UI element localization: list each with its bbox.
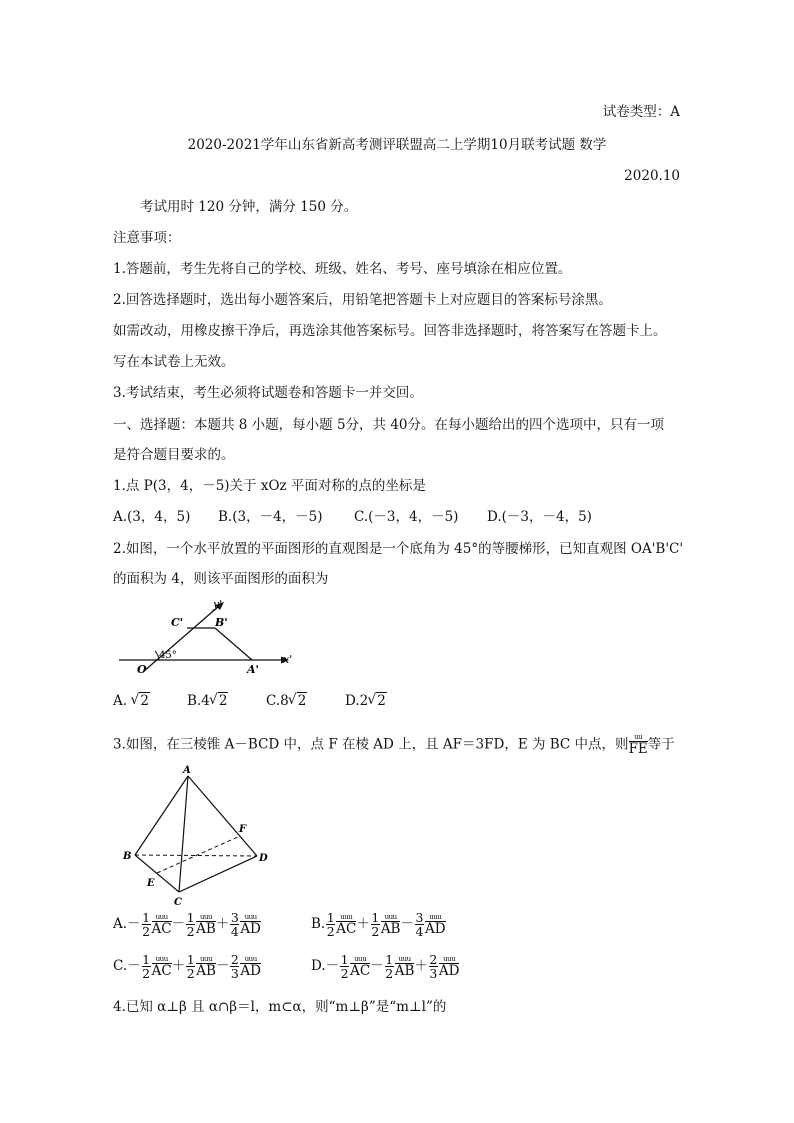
q2-option-c bbox=[266, 692, 307, 710]
option-label: D. bbox=[311, 958, 326, 974]
q3-option-d bbox=[311, 950, 459, 982]
option-prefix: C.8 bbox=[266, 693, 289, 709]
fraction bbox=[415, 911, 424, 938]
numerator: 1 bbox=[142, 952, 151, 967]
label-c: C' bbox=[171, 616, 184, 629]
fraction bbox=[186, 911, 195, 938]
vector-name: AC bbox=[151, 920, 172, 937]
label-c: C bbox=[174, 897, 182, 908]
denominator: 2 bbox=[326, 924, 335, 939]
vector bbox=[395, 956, 415, 978]
edge-bc bbox=[135, 855, 179, 892]
trapezoid-figure bbox=[113, 596, 303, 680]
denominator: 2 bbox=[186, 966, 195, 981]
fraction bbox=[142, 953, 151, 980]
denominator: 4 bbox=[415, 924, 424, 939]
vector bbox=[196, 914, 216, 936]
vector-name: AC bbox=[350, 962, 371, 979]
note-item: 3.考试结束，考生必须将试题卷和答题卡一并交回。 bbox=[113, 385, 423, 401]
radicand: 2 bbox=[297, 693, 307, 709]
vector-name: AB bbox=[394, 962, 415, 979]
q1-stem: 1.点 P(3，4，－5)关于 xOz 平面对称的点的坐标是 bbox=[113, 478, 426, 494]
vector-arrow: uuu bbox=[155, 912, 168, 921]
numerator: 3 bbox=[230, 910, 239, 925]
denominator: 2 bbox=[385, 966, 394, 981]
vector-arrow: uuu bbox=[429, 912, 442, 921]
vector-arrow: uuu bbox=[199, 912, 212, 921]
vector bbox=[336, 914, 356, 936]
vector-arrow: uuu bbox=[443, 954, 456, 963]
option-prefix: A. bbox=[113, 693, 132, 709]
option-prefix: B.4 bbox=[187, 693, 210, 709]
section-heading: 一、选择题：本题共 8 小题，每小题 5分，共 40分。在每小题给出的四个选项中，只有一项 bbox=[113, 417, 665, 433]
fraction bbox=[385, 953, 394, 980]
vector bbox=[425, 914, 446, 936]
q1-option-d: D.(－3，－4，5) bbox=[487, 509, 592, 525]
numerator: 1 bbox=[340, 952, 349, 967]
vector-name: AD bbox=[424, 920, 446, 937]
vector bbox=[240, 956, 261, 978]
vector-arrow: uuu bbox=[354, 954, 367, 963]
vector bbox=[381, 914, 401, 936]
segment-ef-hidden bbox=[157, 836, 240, 873]
tetrahedron-figure bbox=[113, 758, 273, 908]
vector-name: AD bbox=[438, 962, 460, 979]
denominator: 4 bbox=[230, 924, 239, 939]
vector bbox=[350, 956, 370, 978]
vector-fe bbox=[629, 734, 648, 756]
radicand: 2 bbox=[377, 693, 386, 709]
edge-cd bbox=[179, 856, 257, 892]
fraction bbox=[230, 911, 239, 938]
label-b: B bbox=[123, 851, 132, 862]
vector bbox=[439, 956, 460, 978]
label-d: D bbox=[259, 853, 268, 864]
numerator: 1 bbox=[186, 910, 195, 925]
q2-stem-cont: 的面积为 4，则该平面图形的面积为 bbox=[113, 571, 329, 587]
sign: ＋ bbox=[414, 958, 428, 974]
q1-option-a: A.(3，4，5) bbox=[113, 509, 191, 525]
exam-title: 2020-2021学年山东省新高考测评联盟高二上学期10月联考试题 数学 bbox=[187, 137, 607, 153]
vector bbox=[152, 914, 172, 936]
vector bbox=[152, 956, 172, 978]
exam-date: 2020.10 bbox=[624, 168, 680, 184]
numerator: 1 bbox=[326, 910, 335, 925]
vector bbox=[240, 914, 261, 936]
vector-arrow: uuu bbox=[155, 954, 168, 963]
vector-arrow: uuu bbox=[340, 912, 353, 921]
label-y: y' bbox=[213, 598, 223, 611]
q1-option-c: C.(－3，4，－5) bbox=[354, 509, 459, 525]
denominator: 2 bbox=[142, 924, 151, 939]
fraction bbox=[186, 953, 195, 980]
vector-arrow: uuu bbox=[244, 954, 257, 963]
note-item: 如需改动，用橡皮擦干净后，再选涂其他答案标号。回答非选择题时，将答案写在答题卡上。 bbox=[113, 323, 667, 339]
option-label: B. bbox=[311, 916, 326, 932]
numerator: 1 bbox=[186, 952, 195, 967]
vector-name: AB bbox=[196, 962, 216, 979]
fraction bbox=[371, 911, 380, 938]
option-label: A. bbox=[113, 916, 128, 932]
sign: － bbox=[171, 916, 186, 932]
option-prefix: D.2 bbox=[345, 693, 369, 709]
label-x: x' bbox=[283, 653, 293, 666]
fraction bbox=[326, 911, 335, 938]
numerator: 1 bbox=[385, 952, 394, 967]
q2-option-d bbox=[345, 692, 387, 710]
sign: ＋ bbox=[171, 958, 186, 974]
vector-arrow: uuu bbox=[200, 954, 213, 963]
label-e: E bbox=[147, 878, 155, 889]
note-item: 2.回答选择题时，选出每小题答案后，用铅笔把答题卡上对应题目的答案标号涂黑。 bbox=[113, 292, 612, 308]
fraction bbox=[340, 953, 349, 980]
radicand: 2 bbox=[140, 693, 149, 709]
q3-option-c bbox=[113, 950, 261, 982]
q2-option-b bbox=[187, 692, 228, 710]
edge-ac bbox=[179, 776, 188, 892]
numerator: 1 bbox=[371, 910, 380, 925]
sqrt bbox=[289, 692, 308, 710]
vector-name: AB bbox=[196, 920, 216, 937]
fraction bbox=[230, 953, 239, 980]
notes-heading: 注意事项： bbox=[113, 230, 181, 246]
sign: － bbox=[400, 916, 414, 932]
sign: － bbox=[325, 958, 340, 974]
sign: － bbox=[127, 958, 141, 974]
paper-type: 试卷类型：A bbox=[602, 104, 680, 120]
sign: ＋ bbox=[356, 916, 370, 932]
vector-name: FE bbox=[628, 741, 648, 757]
label-angle: 45° bbox=[159, 650, 177, 661]
sqrt bbox=[131, 692, 150, 710]
numerator: 3 bbox=[415, 910, 424, 925]
trapezoid-right bbox=[215, 628, 252, 660]
note-item: 写在本试卷上无效。 bbox=[113, 354, 235, 370]
label-f: F bbox=[239, 824, 247, 835]
q3-stem bbox=[113, 734, 675, 756]
label-a: A' bbox=[247, 663, 259, 676]
q3-option-b bbox=[311, 908, 446, 940]
vector-name: AD bbox=[240, 920, 261, 937]
vector-name: AC bbox=[151, 962, 172, 979]
q2-option-a bbox=[113, 692, 150, 710]
numerator: 2 bbox=[429, 952, 438, 967]
sign: － bbox=[370, 958, 384, 974]
q2-stem: 2.如图，一个水平放置的平面图形的直观图是一个底角为 45°的等腰梯形，已知直观图 OA'B'C' bbox=[113, 541, 684, 557]
sqrt bbox=[368, 692, 387, 710]
denominator: 2 bbox=[371, 924, 380, 939]
denominator: 2 bbox=[340, 966, 349, 981]
option-label: C. bbox=[113, 958, 128, 974]
numerator: 1 bbox=[142, 910, 151, 925]
vector-arrow: uu bbox=[634, 733, 643, 741]
denominator: 3 bbox=[429, 966, 438, 981]
section-heading-cont: 是符合题目要求的。 bbox=[113, 447, 235, 463]
sign: － bbox=[215, 958, 230, 974]
vector-arrow: uuu bbox=[398, 954, 411, 963]
q1-option-b: B.(3，－4，－5) bbox=[218, 509, 323, 525]
vector-arrow: uuu bbox=[384, 912, 397, 921]
denominator: 2 bbox=[186, 924, 195, 939]
label-o: O bbox=[137, 663, 147, 676]
vector-name: AC bbox=[336, 920, 357, 937]
vector bbox=[196, 956, 216, 978]
denominator: 3 bbox=[230, 966, 239, 981]
exam-info: 考试用时 120 分钟，满分 150 分。 bbox=[140, 199, 358, 215]
edge-ab bbox=[135, 776, 188, 855]
denominator: 2 bbox=[142, 966, 151, 981]
sqrt bbox=[210, 692, 229, 710]
fraction bbox=[142, 911, 151, 938]
vector-name: AD bbox=[240, 962, 261, 979]
note-item: 1.答题前，考生先将自己的学校、班级、姓名、考号、座号填涂在相应位置。 bbox=[113, 261, 572, 277]
q3-option-a bbox=[113, 908, 261, 940]
sign: － bbox=[127, 916, 141, 932]
vector-arrow: uuu bbox=[244, 912, 257, 921]
numerator: 2 bbox=[230, 952, 239, 967]
q3-stem-text: 3.如图，在三棱锥 A－BCD 中，点 F 在棱 AD 上，且 AF＝3FD，E 为 BC 中点，则 bbox=[113, 736, 629, 753]
sign: ＋ bbox=[215, 916, 230, 932]
label-b: B' bbox=[215, 616, 228, 629]
radicand: 2 bbox=[218, 693, 228, 709]
q3-stem-end: 等于 bbox=[647, 736, 675, 753]
q4-stem: 4.已知 α⊥β 且 α∩β＝l，m⊂α，则“m⊥β”是“m⊥l”的 bbox=[113, 999, 447, 1015]
fraction bbox=[429, 953, 438, 980]
vector-name: AB bbox=[380, 920, 401, 937]
label-a: A bbox=[183, 765, 191, 776]
